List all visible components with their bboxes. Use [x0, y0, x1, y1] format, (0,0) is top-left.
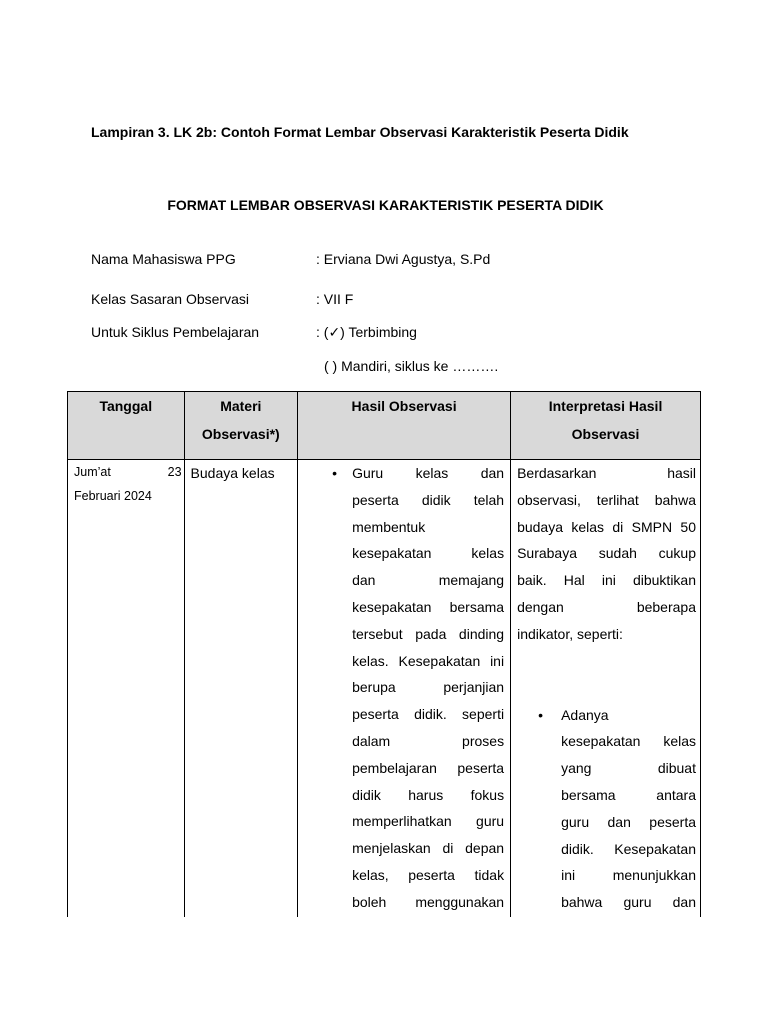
- nama-value: : Erviana Dwi Agustya, S.Pd: [316, 251, 491, 267]
- cell-tanggal: [68, 460, 185, 918]
- hasil-line: kesepakatan kelas: [352, 545, 505, 562]
- interp-bullet-line: ini menunjukkan: [561, 867, 696, 884]
- hasil-line: pembelajaran peserta: [352, 759, 505, 776]
- hasil-line: Guru kelas dan: [352, 465, 505, 481]
- hasil-bullet-item: [298, 460, 504, 916]
- info-row-kelas: [91, 291, 353, 307]
- nama-label: Nama Mahasiswa PPG: [91, 251, 236, 267]
- header-materi-line1: Materi: [220, 398, 262, 414]
- header-materi: [184, 392, 298, 460]
- interp-line: observasi, terlihat bahwa: [517, 491, 696, 508]
- hasil-line: tersebut pada dinding: [352, 625, 505, 642]
- interp-bullet-text: [561, 702, 696, 916]
- kelas-label: Kelas Sasaran Observasi: [91, 291, 249, 307]
- cell-interpretasi: [511, 460, 701, 918]
- interp-intro: [517, 460, 696, 648]
- interp-line: Surabaya sudah cukup: [517, 545, 696, 562]
- interp-bullet-line: Adanya: [561, 706, 609, 723]
- lampiran-heading: Lampiran 3. LK 2b: Contoh Format Lembar Observasi Karakteristik Peserta Didik: [91, 124, 629, 140]
- table-row: [68, 460, 701, 918]
- tanggal-date: 23: [167, 465, 182, 479]
- hasil-line: peserta didik telah: [352, 491, 505, 508]
- siklus-value: : (✓) Terbimbing: [316, 324, 417, 340]
- observation-table: [67, 391, 701, 917]
- hasil-line: berupa perjanjian: [352, 679, 505, 696]
- siklus-label: Untuk Siklus Pembelajaran: [91, 324, 260, 340]
- tanggal-day: Jum’at: [74, 465, 111, 479]
- hasil-line: boleh menggunakan: [352, 893, 505, 910]
- header-interp-line2: Observasi: [571, 426, 640, 442]
- info-row-nama: [91, 251, 490, 267]
- hasil-line: dalam proses: [352, 732, 505, 749]
- cell-hasil: [298, 460, 511, 918]
- interp-line: indikator, seperti:: [517, 625, 623, 642]
- hasil-line: kesepakatan bersama: [352, 598, 505, 615]
- hasil-line: menjelaskan di depan: [352, 840, 505, 857]
- header-interp-line1: Interpretasi Hasil: [548, 398, 663, 414]
- hasil-line: membentuk: [352, 518, 426, 535]
- cell-materi: Budaya kelas: [184, 460, 298, 918]
- tanggal-line1: [74, 460, 182, 484]
- interp-bullet-line: didik. Kesepakatan: [561, 840, 696, 857]
- hasil-line: kelas, peserta tidak: [352, 866, 505, 883]
- hasil-text: [352, 460, 504, 916]
- hasil-line: peserta didik. seperti: [352, 706, 505, 723]
- bullet-icon: •: [332, 465, 338, 481]
- header-tanggal: Tanggal: [68, 392, 185, 460]
- interp-bullet-line: yang dibuat: [561, 760, 696, 777]
- interp-bullet-line: bahwa guru dan: [561, 894, 696, 911]
- hasil-line: didik harus fokus: [352, 786, 505, 803]
- hasil-line: kelas. Kesepakatan ini: [352, 652, 505, 669]
- header-interpretasi: [511, 392, 701, 460]
- interp-spacer: [517, 648, 696, 702]
- interp-line: budaya kelas di SMPN 50: [517, 518, 696, 535]
- interp-bullet-item: [517, 702, 696, 916]
- mandiri-option: ( ) Mandiri, siklus ke ……….: [324, 358, 499, 374]
- interp-line: dengan beberapa: [517, 598, 696, 615]
- tanggal-line2: Februari 2024: [74, 489, 152, 503]
- interp-line: baik. Hal ini dibuktikan: [517, 572, 696, 589]
- interp-bullet-line: guru dan peserta: [561, 813, 696, 830]
- bullet-icon: •: [538, 706, 544, 723]
- table-header-row: [68, 392, 701, 460]
- header-materi-line2: Observasi*): [201, 426, 280, 442]
- interp-bullet-line: kesepakatan kelas: [561, 733, 696, 750]
- kelas-value: : VII F: [316, 291, 354, 307]
- page-title: FORMAT LEMBAR OBSERVASI KARAKTERISTIK PESERTA DIDIK: [167, 197, 604, 213]
- hasil-line: dan memajang: [352, 572, 505, 589]
- header-hasil: Hasil Observasi: [298, 392, 511, 460]
- interp-bullet-line: bersama antara: [561, 786, 696, 803]
- info-row-siklus: [91, 324, 417, 341]
- hasil-line: memperlihatkan guru: [352, 813, 505, 830]
- interp-line: Berdasarkan hasil: [517, 465, 696, 481]
